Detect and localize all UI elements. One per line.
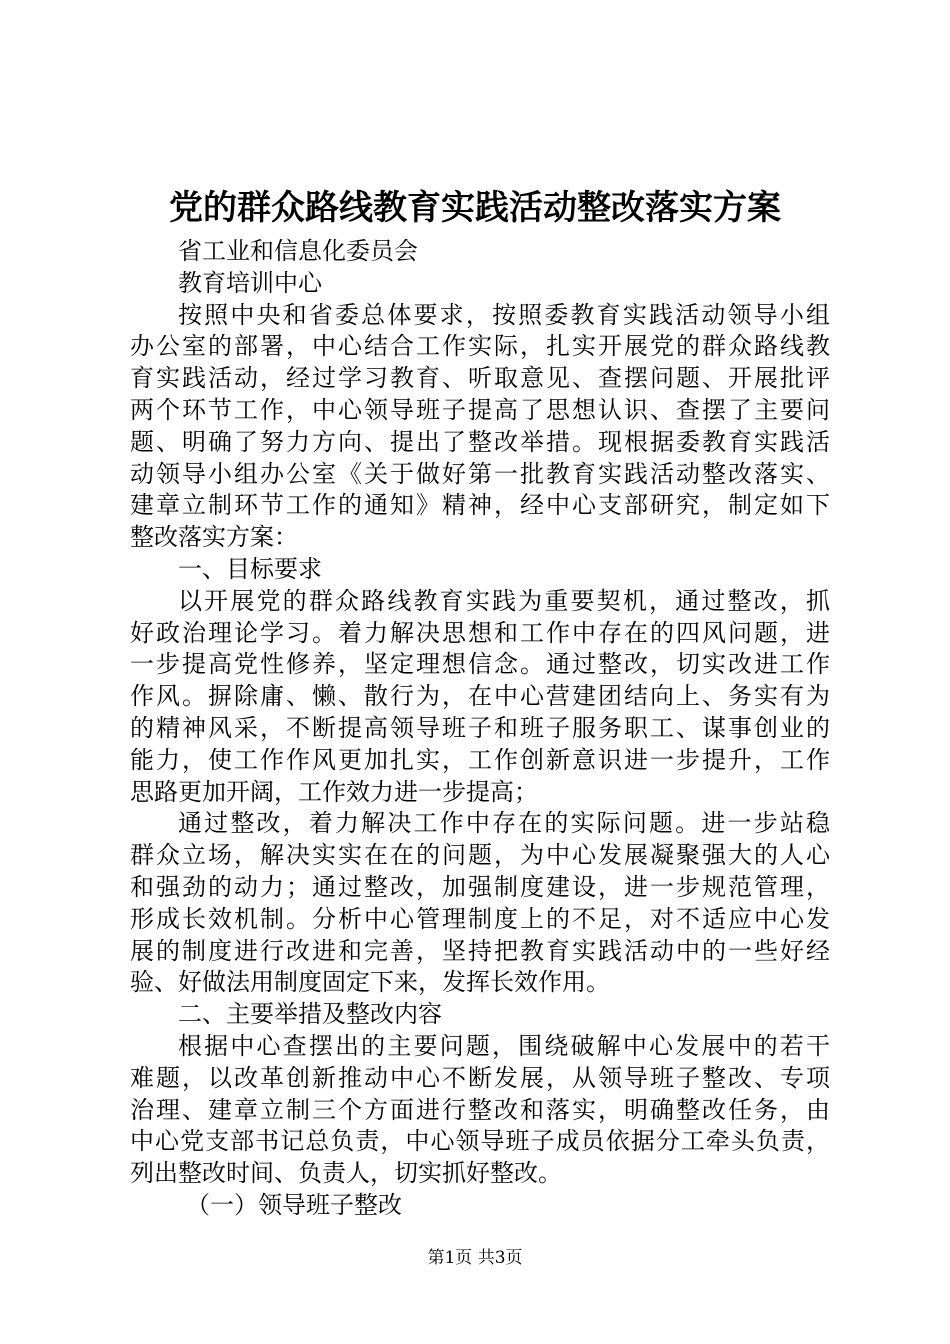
- body-line: 思路更加开阔，工作效力进一步提高；: [130, 777, 538, 806]
- body-line: 按照中央和省委总体要求，按照委教育实践活动领导小组: [178, 300, 830, 329]
- body-line: 根据中心查摆出的主要问题，围绕破解中心发展中的若干: [178, 1031, 830, 1060]
- body-line: 建章立制环节工作的通知》精神，经中心支部研究，制定如下: [130, 491, 830, 520]
- document-body: [130, 236, 830, 1222]
- body-line: 通过整改，着力解决工作中存在的实际问题。进一步站稳: [178, 809, 830, 838]
- body-line: 动领导小组办公室《关于做好第一批教育实践活动整改落实、: [130, 459, 830, 488]
- body-line: 两个环节工作，中心领导班子提高了思想认识、查摆了主要问: [130, 395, 830, 424]
- body-line: 的精神风采，不断提高领导班子和班子服务职工、谋事创业的: [130, 713, 830, 742]
- body-line: 群众立场，解决实实在在的问题，为中心发展凝聚强大的人心: [130, 841, 830, 870]
- body-line: 中心党支部书记总负责，中心领导班子成员依据分工牵头负责，: [130, 1127, 830, 1156]
- body-line: 作风。摒除庸、懒、散行为，在中心营建团结向上、务实有为: [130, 682, 830, 711]
- body-line: 难题，以改革创新推动中心不断发展，从领导班子整改、专项: [130, 1063, 830, 1092]
- body-line: 一步提高党性修养，坚定理想信念。通过整改，切实改进工作: [130, 650, 830, 679]
- body-line: 治理、建章立制三个方面进行整改和落实，明确整改任务，由: [130, 1095, 830, 1124]
- body-line: 展的制度进行改进和完善，坚持把教育实践活动中的一些好经: [130, 936, 830, 965]
- section-heading: 二、主要举措及整改内容: [178, 1000, 442, 1029]
- body-line: 以开展党的群众路线教育实践为重要契机，通过整改，抓: [178, 586, 830, 615]
- body-line: 整改落实方案：: [130, 523, 298, 552]
- body-line: 列出整改时间、负责人，切实抓好整改。: [130, 1159, 562, 1188]
- page-title: 党的群众路线教育实践活动整改落实方案: [169, 188, 781, 228]
- org-line: 教育培训中心: [178, 268, 322, 297]
- org-line: 省工业和信息化委员会: [178, 237, 418, 265]
- subsection-heading: （一）领导班子整改: [186, 1190, 402, 1219]
- body-line: 形成长效机制。分析中心管理制度上的不足，对不适应中心发: [130, 904, 830, 933]
- body-line: 题、明确了努力方向、提出了整改举措。现根据委教育实践活: [130, 427, 830, 456]
- section-heading: 一、目标要求: [178, 554, 322, 583]
- body-line: 好政治理论学习。着力解决思想和工作中存在的四风问题，进: [130, 618, 830, 647]
- body-line: 办公室的部署，中心结合工作实际，扎实开展党的群众路线教: [130, 332, 830, 361]
- body-line: 和强劲的动力；通过整改，加强制度建设，进一步规范管理，: [130, 872, 830, 901]
- body-line: 能力，使工作作风更加扎实，工作创新意识进一步提升，工作: [130, 745, 830, 774]
- body-line: 育实践活动，经过学习教育、听取意见、查摆问题、开展批评: [130, 364, 830, 393]
- body-line: 验、好做法用制度固定下来，发挥长效作用。: [130, 968, 610, 997]
- page-footer: 第1页 共3页: [427, 1248, 523, 1268]
